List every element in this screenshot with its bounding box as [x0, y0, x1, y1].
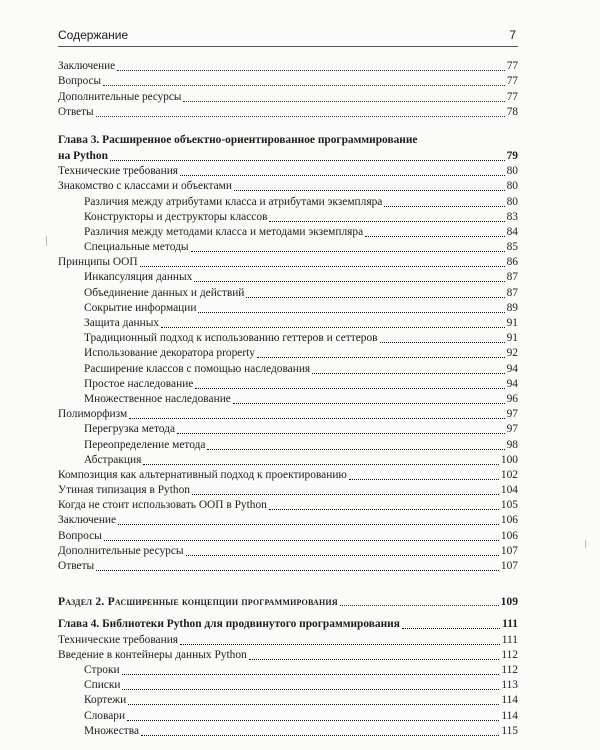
dot-leader [122, 688, 499, 690]
toc-entry-label: Различия между методами класса и методами экземпляра [84, 225, 364, 238]
dot-leader [122, 673, 500, 675]
toc-entry-label: Защита данных [84, 317, 160, 329]
dot-leader [269, 220, 504, 222]
toc-entry[interactable] [58, 512, 518, 527]
chapter-4-title: Глава 4. Библиотеки Python для продвинутого программирования [58, 618, 400, 631]
dot-leader [194, 280, 504, 282]
toc-entry[interactable] [58, 315, 518, 330]
toc-entry-page: 92 [506, 347, 518, 360]
toc-entry-label: Утиная типизация в Python [58, 484, 190, 497]
toc-entry[interactable] [58, 163, 518, 178]
dot-leader [161, 326, 505, 328]
dot-leader [192, 493, 499, 495]
toc-entry-page: 83 [506, 210, 518, 223]
toc-entry-label: Технические требования [58, 165, 179, 178]
toc-entry-label: Инкапсуляция данных [84, 271, 193, 284]
toc-entry[interactable] [58, 497, 518, 512]
toc-entry[interactable] [58, 300, 518, 315]
toc-entry-label: Использование декоратора property [84, 347, 255, 360]
toc-entry-page: 78 [506, 105, 518, 118]
toc-entry-page: 80 [506, 180, 518, 193]
toc-entry-label: Технические требования [58, 633, 179, 646]
chapter-3-page: 79 [506, 149, 518, 162]
toc-entry-label: Множественное наследование [84, 392, 231, 405]
toc-entry-label: Специальные методы [84, 241, 189, 254]
toc-entry-page: 85 [506, 241, 518, 254]
toc-entry-label: Когда не стоит использовать ООП в Python [58, 499, 267, 512]
chapter-3-title-line2: на Python [58, 149, 108, 162]
dot-leader [118, 523, 499, 525]
dot-leader [234, 189, 505, 191]
toc-entry[interactable] [58, 224, 518, 239]
toc-entry-label: Введение в контейнеры данных Python [58, 648, 247, 661]
dot-leader [127, 719, 499, 721]
toc-entry-label: Расширение классов с помощью наследования [84, 362, 311, 375]
part-2-page: 109 [500, 595, 518, 609]
toc-entry[interactable] [58, 330, 518, 345]
dot-leader [104, 539, 499, 541]
dot-leader [207, 448, 504, 450]
running-header [58, 24, 518, 47]
dot-leader [183, 100, 504, 102]
toc-entry-page: 77 [506, 60, 518, 73]
toc-entry-page: 97 [506, 408, 518, 421]
toc-entry-page: 96 [506, 392, 518, 405]
dot-leader [249, 658, 500, 660]
dot-leader [195, 387, 504, 389]
dot-leader [96, 115, 505, 117]
toc-entry[interactable] [58, 239, 518, 254]
toc-entry-label: Списки [84, 679, 121, 692]
toc-entry-page: 113 [501, 679, 518, 692]
toc-entry[interactable] [58, 58, 518, 73]
toc-entry[interactable] [58, 723, 518, 738]
toc-entry[interactable] [58, 482, 518, 497]
toc-entry-page: 94 [506, 362, 518, 375]
header-page-number: 7 [509, 28, 516, 42]
dot-leader [380, 341, 505, 343]
top-entries [58, 58, 518, 119]
toc-entry-page: 87 [506, 286, 518, 299]
toc-entry-label: Дополнительные ресурсы [58, 90, 182, 103]
toc-entry[interactable] [58, 452, 518, 467]
toc-entry-label: Различия между атрибутами класса и атрибутами экземпляра [84, 195, 383, 208]
toc-entry[interactable] [58, 284, 518, 299]
chapter-3 [58, 133, 518, 573]
toc-entry-page: 115 [501, 724, 518, 737]
dot-leader [257, 356, 505, 358]
toc-entry[interactable] [58, 254, 518, 269]
toc-entry[interactable] [58, 662, 518, 677]
toc-entry-page: 107 [500, 560, 518, 572]
toc-entry[interactable] [58, 436, 518, 451]
header-title: Содержание [58, 28, 129, 42]
toc-entry[interactable] [58, 178, 518, 193]
chapter-4 [58, 616, 518, 738]
dot-leader [96, 569, 499, 571]
toc-entry[interactable] [58, 558, 518, 573]
chapter-4-page: 111 [502, 618, 518, 631]
dot-leader [140, 265, 505, 267]
toc-entry[interactable] [58, 345, 518, 360]
dot-leader [269, 508, 499, 510]
toc-entry-page: 87 [506, 271, 518, 284]
toc-entry[interactable] [58, 376, 518, 391]
dot-leader [384, 205, 504, 207]
toc-entry-page: 97 [506, 423, 518, 436]
toc-entry-page: 80 [506, 195, 518, 208]
toc-entry-label: Принципы ООП [58, 256, 138, 269]
toc-entry-page: 98 [506, 438, 518, 451]
toc-entry-page: 77 [506, 90, 518, 103]
toc-entry-label: Заключение [58, 514, 117, 527]
toc-entry-page: 89 [506, 301, 518, 314]
table-of-contents [58, 58, 518, 738]
toc-entry[interactable] [58, 360, 518, 375]
dot-leader [186, 554, 499, 556]
dot-leader [141, 734, 499, 736]
toc-entry-label: Заключение [58, 60, 116, 73]
dot-leader [103, 84, 505, 86]
toc-entry-label: Композиция как альтернативный подход к проектированию [58, 468, 347, 481]
toc-entry[interactable] [58, 631, 518, 646]
toc-entry[interactable] [58, 391, 518, 406]
chapter-3-title-row[interactable] [58, 148, 518, 163]
dot-leader [129, 417, 504, 419]
toc-entry-page: 107 [500, 544, 518, 557]
dot-leader [365, 235, 504, 237]
dot-leader [128, 703, 499, 705]
dot-leader [246, 296, 504, 298]
toc-entry-label: Дополнительные ресурсы [58, 544, 184, 557]
toc-entry[interactable] [58, 647, 518, 662]
toc-entry-page: 104 [500, 484, 518, 497]
dot-leader [233, 402, 505, 404]
part-2 [58, 593, 518, 608]
toc-entry[interactable] [58, 421, 518, 436]
toc-entry[interactable] [58, 88, 518, 103]
dot-leader [349, 478, 499, 480]
scan-mark [585, 540, 586, 548]
toc-entry-page: 106 [500, 529, 518, 542]
part-2-row[interactable] [58, 593, 518, 608]
toc-entry-label: Вопросы [58, 529, 102, 542]
toc-entry-label: Объединение данных и действий [84, 286, 245, 299]
toc-entry-label: Множества [84, 724, 140, 737]
toc-entry-label: Строки [84, 663, 120, 676]
toc-entry-page: 100 [500, 453, 518, 466]
toc-entry-page: 111 [501, 633, 518, 646]
dot-leader [143, 463, 499, 465]
toc-entry-page: 91 [506, 317, 518, 329]
dot-leader [402, 627, 500, 629]
toc-entry-page: 77 [506, 75, 518, 88]
toc-entry[interactable] [58, 467, 518, 482]
toc-entry[interactable] [58, 209, 518, 224]
toc-entry-page: 102 [500, 468, 518, 481]
toc-entry-page: 105 [500, 499, 518, 512]
toc-entry-label: Словари [84, 709, 126, 722]
toc-entry-label: Традиционный подход к использованию геттеров и сеттеров [84, 332, 378, 345]
toc-entry-page: 94 [506, 377, 518, 390]
toc-entry-label: Простое наследование [84, 377, 194, 390]
toc-entry-label: Конструкторы и деструкторы классов [84, 210, 268, 223]
toc-entry-label: Переопределение метода [84, 438, 206, 451]
toc-entry-page: 112 [501, 663, 518, 676]
toc-entry[interactable] [58, 543, 518, 558]
toc-entry-label: Кортежи [84, 694, 127, 707]
dot-leader [180, 174, 505, 176]
toc-entry[interactable] [58, 406, 518, 421]
chapter-4-entries [58, 631, 518, 737]
toc-entry-page: 112 [501, 648, 518, 661]
toc-entry[interactable] [58, 193, 518, 208]
toc-entry[interactable] [58, 269, 518, 284]
dot-leader [177, 432, 505, 434]
toc-entry-page: 80 [506, 165, 518, 178]
toc-entry-label: Вопросы [58, 75, 101, 88]
dot-leader [340, 604, 499, 606]
toc-entry-page: 84 [506, 225, 518, 238]
toc-entry[interactable] [58, 692, 518, 707]
toc-entry-page: 114 [501, 694, 518, 707]
chapter-4-title-row[interactable] [58, 616, 518, 631]
toc-entry-label: Ответы [58, 105, 94, 118]
toc-entry-label: Перегрузка метода [84, 423, 176, 436]
toc-entry-label: Знакомство с классами и объектами [58, 180, 232, 193]
toc-entry[interactable] [58, 73, 518, 88]
toc-entry-page: 114 [501, 709, 518, 722]
toc-entry-label: Абстракция [84, 453, 142, 466]
dot-leader [312, 372, 504, 374]
chapter-3-entries [58, 163, 518, 573]
dot-leader [180, 643, 500, 645]
dot-leader [191, 250, 505, 252]
toc-entry-label: Полиморфизм [58, 408, 128, 421]
scan-mark [46, 236, 47, 246]
toc-entry-label: Ответы [58, 560, 95, 572]
toc-entry-page: 91 [506, 332, 518, 345]
toc-entry-page: 106 [500, 514, 518, 527]
toc-entry-page: 86 [506, 256, 518, 269]
dot-leader [110, 159, 505, 161]
chapter-3-title-line1: Глава 3. Расширенное объектно-ориентированное программирование [58, 133, 418, 146]
dot-leader [117, 69, 505, 71]
part-2-title: Раздел 2. Расширенные концепции программирования [58, 595, 338, 609]
toc-entry[interactable] [58, 707, 518, 722]
toc-entry-label: Сокрытие информации [84, 301, 197, 314]
toc-entry[interactable] [58, 527, 518, 542]
toc-entry[interactable] [58, 677, 518, 692]
dot-leader [198, 311, 504, 313]
toc-entry[interactable] [58, 104, 518, 119]
